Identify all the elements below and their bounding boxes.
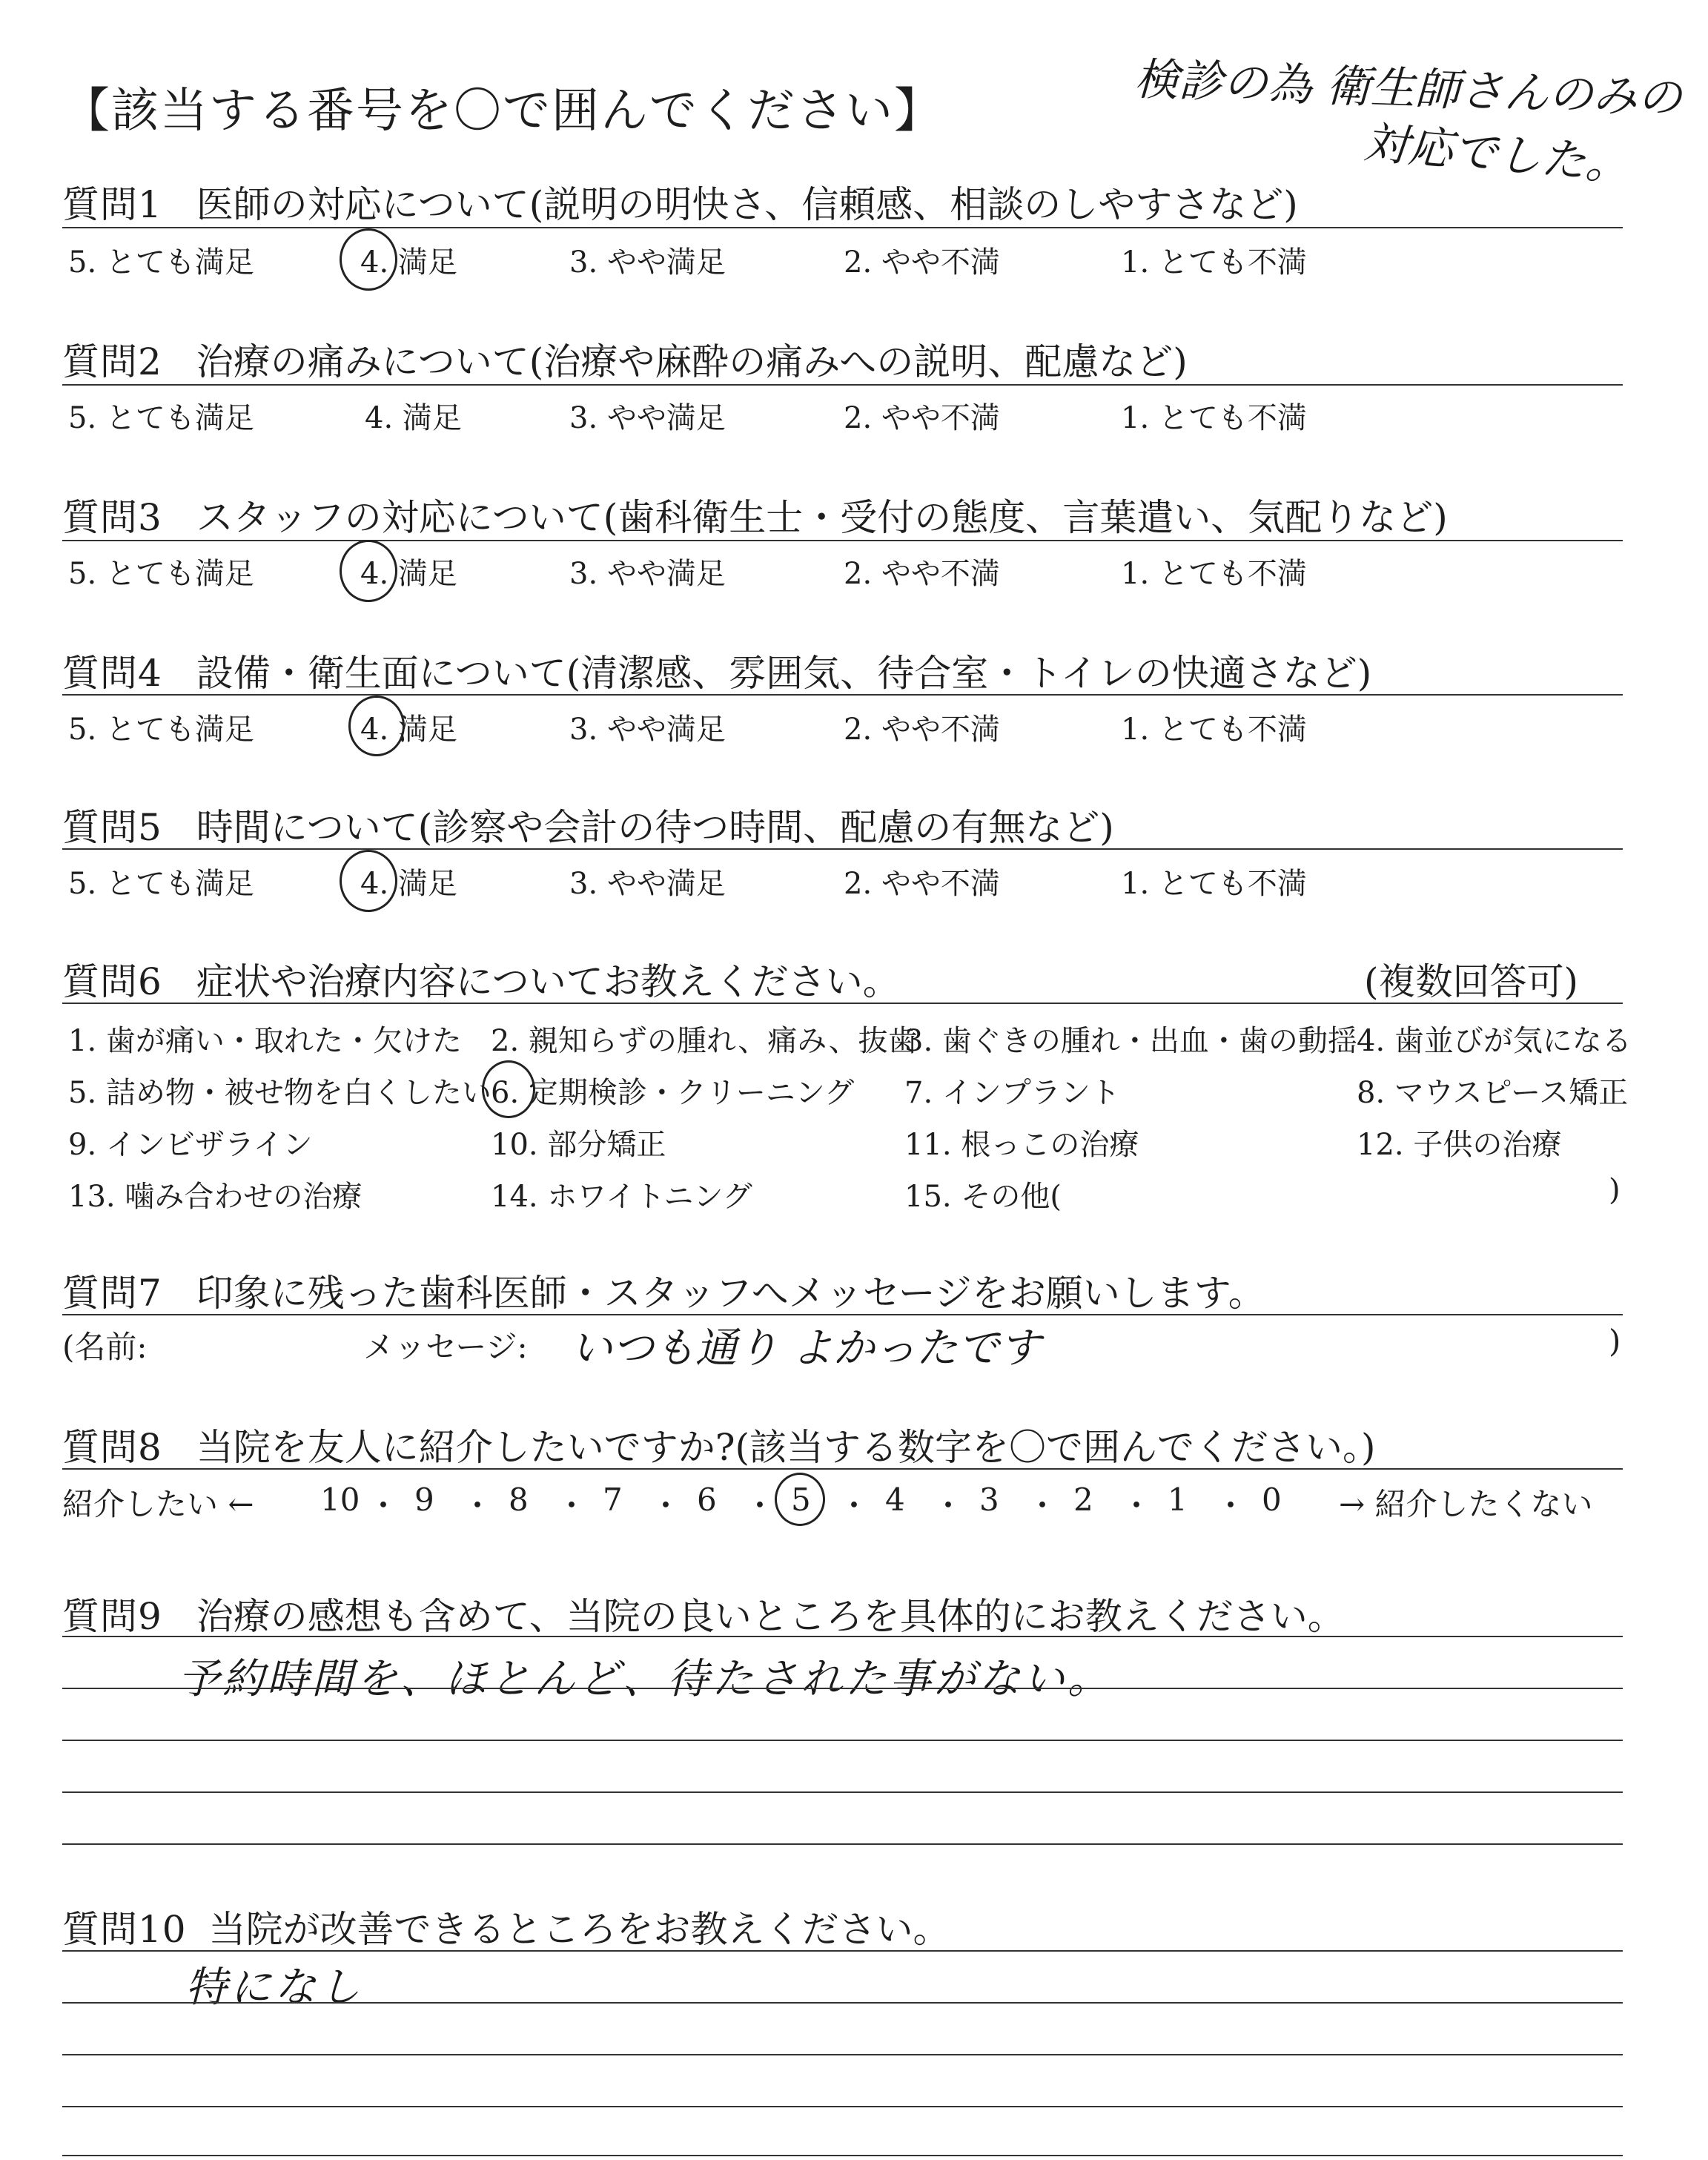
q8-scale-separator: ・ (556, 1487, 588, 1524)
q8-left-label: 紹介したい ← (62, 1486, 254, 1522)
question-5-label: 質問5 (62, 806, 162, 849)
question-9-label: 質問9 (62, 1595, 162, 1638)
q8-scale-separator: ・ (1215, 1487, 1247, 1524)
q4-option-2[interactable]: 2. やや不満 (844, 713, 1000, 747)
q3-option-2[interactable]: 2. やや不満 (844, 557, 1000, 591)
q8-scale-separator: ・ (650, 1487, 682, 1524)
q6-option-2[interactable]: 2. 親知らずの腫れ、痛み、抜歯 (491, 1024, 918, 1058)
q8-right-label: → 紹介したくない (1339, 1486, 1593, 1522)
question-3-text: スタッフの対応について(歯科衛生士・受付の態度、言葉遣い、気配りなど) (196, 496, 1448, 539)
question-6-note: (複数回答可) (1364, 960, 1579, 1003)
question-2-label: 質問2 (62, 340, 162, 383)
question-8-text: 当院を友人に紹介したいですか?(該当する数字を〇で囲んでください。) (196, 1426, 1376, 1469)
q5-option-2[interactable]: 2. やや不満 (844, 867, 1000, 901)
q6-option-6[interactable]: 6. 定期検診・クリーニング (491, 1076, 855, 1110)
q6-option-13[interactable]: 13. 噛み合わせの治療 (68, 1180, 363, 1214)
q6-option-1[interactable]: 1. 歯が痛い・取れた・欠けた (68, 1024, 462, 1058)
q4-option-5[interactable]: 5. とても満足 (68, 713, 254, 747)
divider (62, 384, 1623, 386)
q10-answer-handwritten[interactable]: 特になし (185, 1964, 363, 2012)
q8-scale-0[interactable]: 0 (1262, 1482, 1282, 1518)
question-8-label: 質問8 (62, 1426, 162, 1469)
q8-scale-9[interactable]: 9 (414, 1482, 434, 1518)
selection-circle (775, 1473, 825, 1526)
q9-answer-handwritten[interactable]: 予約時間を、ほとんど、待たされた事がない。 (178, 1655, 1112, 1703)
q8-scale-5[interactable]: 5 (791, 1482, 811, 1518)
q6-option-8[interactable]: 8. マウスピース矯正 (1357, 1076, 1629, 1110)
q8-scale-2[interactable]: 2 (1073, 1482, 1093, 1518)
q3-option-4[interactable]: 4. 満足 (360, 557, 457, 591)
q7-name-label: (名前: (62, 1329, 148, 1365)
q5-option-5[interactable]: 5. とても満足 (68, 867, 254, 901)
q6-other-close: ) (1609, 1173, 1621, 1207)
question-1-text: 医師の対応について(説明の明快さ、信頼感、相談のしやすさなど) (196, 183, 1298, 226)
divider (62, 540, 1623, 541)
q8-scale-separator: ・ (1027, 1487, 1059, 1524)
q5-option-4[interactable]: 4. 満足 (360, 867, 457, 901)
question-2-text: 治療の痛みについて(治療や麻酔の痛みへの説明、配慮など) (196, 340, 1188, 383)
q8-scale-10[interactable]: 10 (320, 1482, 360, 1518)
q6-option-12[interactable]: 12. 子供の治療 (1357, 1128, 1562, 1162)
answer-line (62, 1688, 1623, 1689)
answer-line (62, 1791, 1623, 1793)
question-5-text: 時間について(診察や会計の待つ時間、配慮の有無など) (196, 806, 1114, 849)
q8-scale-separator: ・ (838, 1487, 870, 1524)
answer-line (62, 1843, 1623, 1845)
q1-option-5[interactable]: 5. とても満足 (68, 245, 254, 280)
divider (62, 1468, 1623, 1470)
question-6-label: 質問6 (62, 960, 162, 1003)
question-10-text: 当院が改善できるところをお教えください。 (208, 1908, 950, 1951)
q6-option-10[interactable]: 10. 部分矯正 (491, 1128, 666, 1162)
header-instruction: 【該当する番号を〇で囲んでください】 (62, 84, 943, 139)
question-10-label: 質問10 (62, 1908, 187, 1951)
q6-option-9[interactable]: 9. インビザライン (68, 1128, 313, 1162)
answer-line (62, 1950, 1623, 1952)
q6-option-11[interactable]: 11. 根っこの治療 (904, 1128, 1139, 1162)
q8-scale-separator: ・ (1121, 1487, 1153, 1524)
q7-message-handwritten[interactable]: いつも通り よかったです (571, 1324, 1041, 1373)
q1-option-2[interactable]: 2. やや不満 (844, 245, 1000, 280)
question-9 (62, 1587, 1345, 1640)
divider (62, 1003, 1623, 1004)
question-4-text: 設備・衛生面について(清潔感、雰囲気、待合室・トイレの快適さなど) (196, 652, 1372, 695)
handwritten-note-line1: 検診の為 衛生師さんのみの (1133, 53, 1683, 125)
selection-circle (340, 850, 397, 912)
q6-option-4[interactable]: 4. 歯並びが気になる (1357, 1024, 1632, 1058)
q4-option-3[interactable]: 3. やや満足 (569, 713, 726, 747)
q2-option-1[interactable]: 1. とても不満 (1121, 401, 1307, 435)
question-4 (62, 644, 1371, 697)
question-6 (62, 952, 900, 1005)
q4-option-4[interactable]: 4. 満足 (360, 713, 457, 747)
answer-line (62, 1740, 1623, 1741)
divider (62, 694, 1623, 696)
q6-option-3[interactable]: 3. 歯ぐきの腫れ・出血・歯の動揺 (904, 1024, 1357, 1058)
q2-option-4[interactable]: 4. 満足 (365, 401, 462, 435)
question-9-text: 治療の感想も含めて、当院の良いところを具体的にお教えください。 (196, 1595, 1345, 1638)
selection-circle (340, 228, 397, 291)
question-10 (62, 1900, 950, 1953)
question-2 (62, 332, 1188, 386)
q8-scale-separator: ・ (933, 1487, 964, 1524)
q8-scale-1[interactable]: 1 (1168, 1482, 1188, 1518)
q2-option-2[interactable]: 2. やや不満 (844, 401, 1000, 435)
q1-option-1[interactable]: 1. とても不満 (1121, 245, 1307, 280)
question-5 (62, 798, 1114, 851)
q6-option-15[interactable]: 15. その他( (904, 1180, 1062, 1214)
selection-circle (340, 540, 397, 602)
question-3 (62, 488, 1448, 541)
q8-scale-separator: ・ (368, 1487, 400, 1524)
question-1-label: 質問1 (62, 183, 162, 226)
q4-option-1[interactable]: 1. とても不満 (1121, 713, 1307, 747)
q8-scale-3[interactable]: 3 (979, 1482, 999, 1518)
q7-close: ) (1609, 1323, 1621, 1359)
q8-scale-separator: ・ (462, 1487, 494, 1524)
question-1 (62, 175, 1298, 228)
selection-circle (348, 696, 405, 756)
answer-line (62, 1636, 1623, 1637)
selection-circle (482, 1060, 535, 1118)
answer-line (62, 2002, 1623, 2004)
q3-option-5[interactable]: 5. とても満足 (68, 557, 254, 591)
question-3-label: 質問3 (62, 496, 162, 539)
q8-scale-6[interactable]: 6 (697, 1482, 717, 1518)
answer-line (62, 2155, 1623, 2156)
q3-option-3[interactable]: 3. やや満足 (569, 557, 726, 591)
handwritten-note-line2: 対応でした。 (1362, 116, 1632, 192)
q6-option-14[interactable]: 14. ホワイトニング (491, 1180, 752, 1214)
answer-line (62, 2054, 1623, 2055)
q8-scale-separator: ・ (744, 1487, 776, 1524)
q7-message-label: メッセージ: (363, 1329, 528, 1365)
answer-line (62, 2106, 1623, 2107)
q6-option-5[interactable]: 5. 詰め物・被せ物を白くしたい (68, 1076, 491, 1110)
q2-option-5[interactable]: 5. とても満足 (68, 401, 254, 435)
q1-option-3[interactable]: 3. やや満足 (569, 245, 726, 280)
question-7 (62, 1264, 1265, 1317)
q3-option-1[interactable]: 1. とても不満 (1121, 557, 1307, 591)
question-7-label: 質問7 (62, 1272, 162, 1315)
q2-option-3[interactable]: 3. やや満足 (569, 401, 726, 435)
q6-option-7[interactable]: 7. インプラント (904, 1076, 1120, 1110)
question-8 (62, 1418, 1376, 1471)
q8-scale-8[interactable]: 8 (509, 1482, 529, 1518)
q5-option-1[interactable]: 1. とても不満 (1121, 867, 1307, 901)
question-7-text: 印象に残った歯科医師・スタッフへメッセージをお願いします。 (196, 1272, 1265, 1315)
divider (62, 227, 1623, 228)
question-4-label: 質問4 (62, 652, 162, 695)
q5-option-3[interactable]: 3. やや満足 (569, 867, 726, 901)
q8-scale-4[interactable]: 4 (885, 1482, 905, 1518)
q1-option-4[interactable]: 4. 満足 (360, 245, 457, 280)
question-6-text: 症状や治療内容についてお教えください。 (196, 960, 900, 1003)
q8-scale-7[interactable]: 7 (603, 1482, 623, 1518)
divider (62, 848, 1623, 850)
